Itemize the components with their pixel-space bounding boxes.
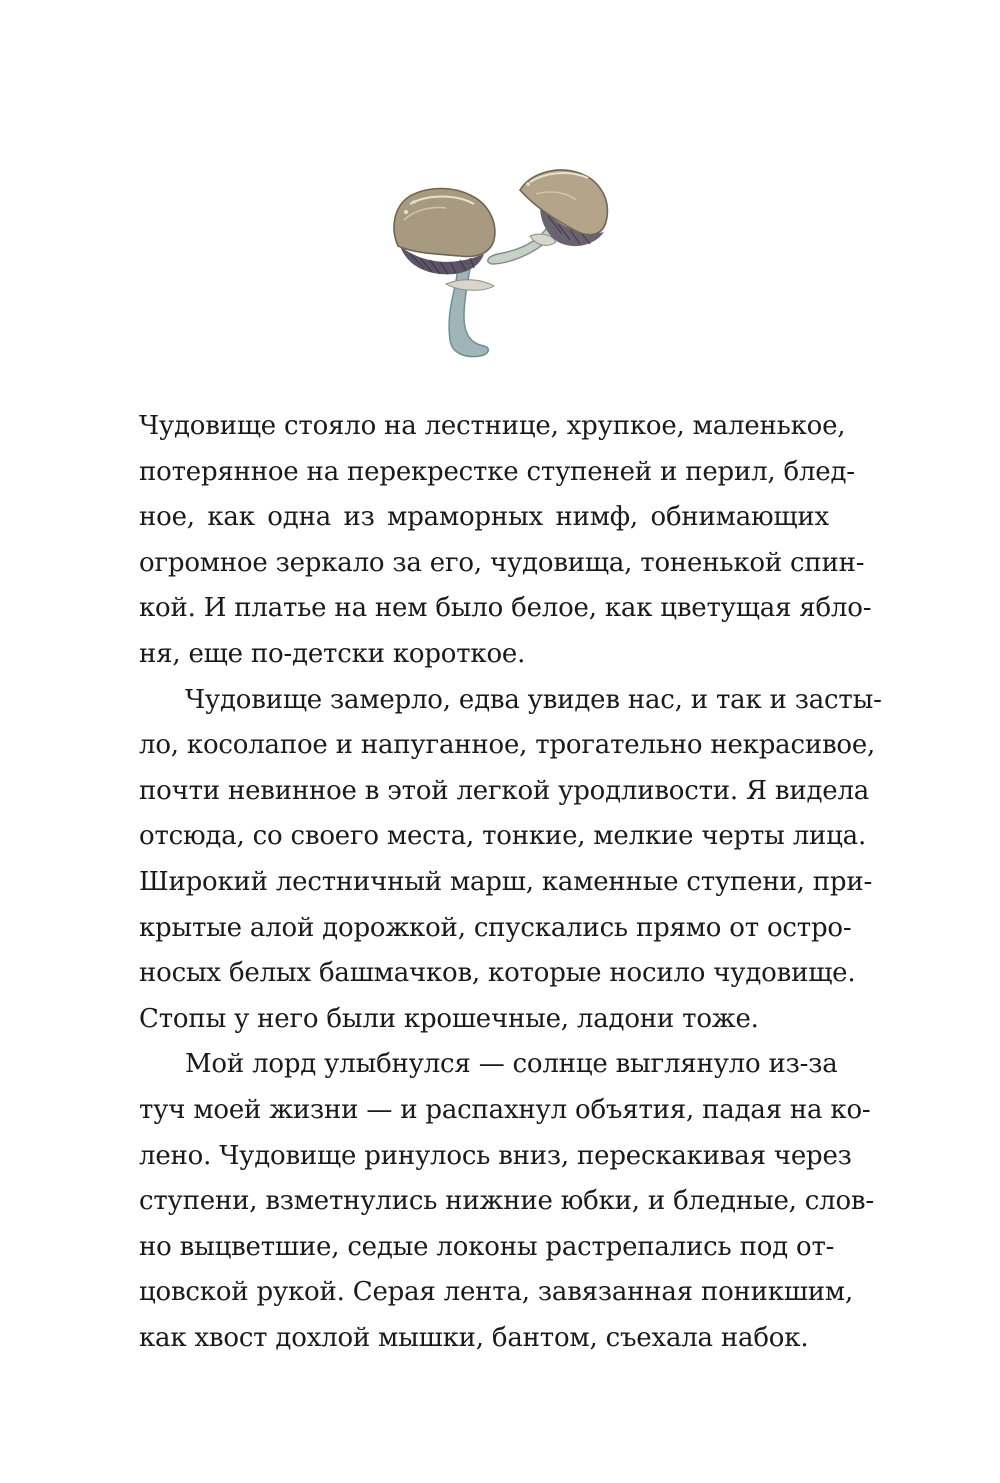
text-line: потерянное на перекрестке ступеней и перил, блед- — [139, 456, 855, 487]
text-line: ступени, взметнулись нижние юбки, и бледные, слов- — [139, 1186, 874, 1217]
text-line: кой. И платье на нем было белое, как цветущая ябло- — [139, 593, 872, 624]
text-line: лено. Чудовище ринулось вниз, перескакивая через — [139, 1140, 852, 1171]
text-line: Широкий лестничный марш, каменные ступени, при- — [139, 866, 873, 897]
text-line: Стопы у него были крошечные, ладони тоже. — [139, 1003, 759, 1034]
text-line: ло, косолапое и напуганное, трогательно некрасивое, — [139, 730, 876, 761]
text-line: ное, как одна из мраморных нимф, обнимающих — [139, 502, 829, 533]
text-line: крытые алой дорожкой, спускались прямо от остро- — [139, 912, 852, 943]
body-text — [139, 404, 882, 1361]
left-mushroom-ring — [446, 280, 494, 291]
text-line: носых белых башмачков, которые носило чудовище. — [139, 958, 856, 989]
text-line: но выцветшие, седые локоны растрепались под от- — [139, 1231, 835, 1262]
text-line: туч моей жизни — и распахнул объятия, падая на ко- — [139, 1094, 871, 1125]
text-line: огромное зеркало за его, чудовища, тоненькой спин- — [139, 547, 865, 578]
text-line: ня, еще по-детски короткое. — [139, 638, 526, 669]
text-line: Мой лорд улыбнулся — солнце выглянуло из-за — [185, 1049, 838, 1080]
left-mushroom-cap — [394, 189, 495, 257]
text-line: как хвост дохлой мышки, бантом, съехала набок. — [139, 1322, 809, 1353]
text-line: Чудовище стояло на лестнице, хрупкое, маленькое, — [139, 411, 846, 441]
mushrooms-icon — [380, 150, 620, 370]
text-line: почти невинное в этой легкой уродливости. Я видела — [139, 775, 870, 806]
text-line: отсюда, со своего места, тонкие, мелкие черты лица. — [139, 821, 867, 852]
text-line: Чудовище замерло, едва увидев нас, и так и засты- — [185, 684, 882, 715]
text-line: цовской рукой. Серая лента, завязанная поникшим, — [139, 1277, 854, 1308]
